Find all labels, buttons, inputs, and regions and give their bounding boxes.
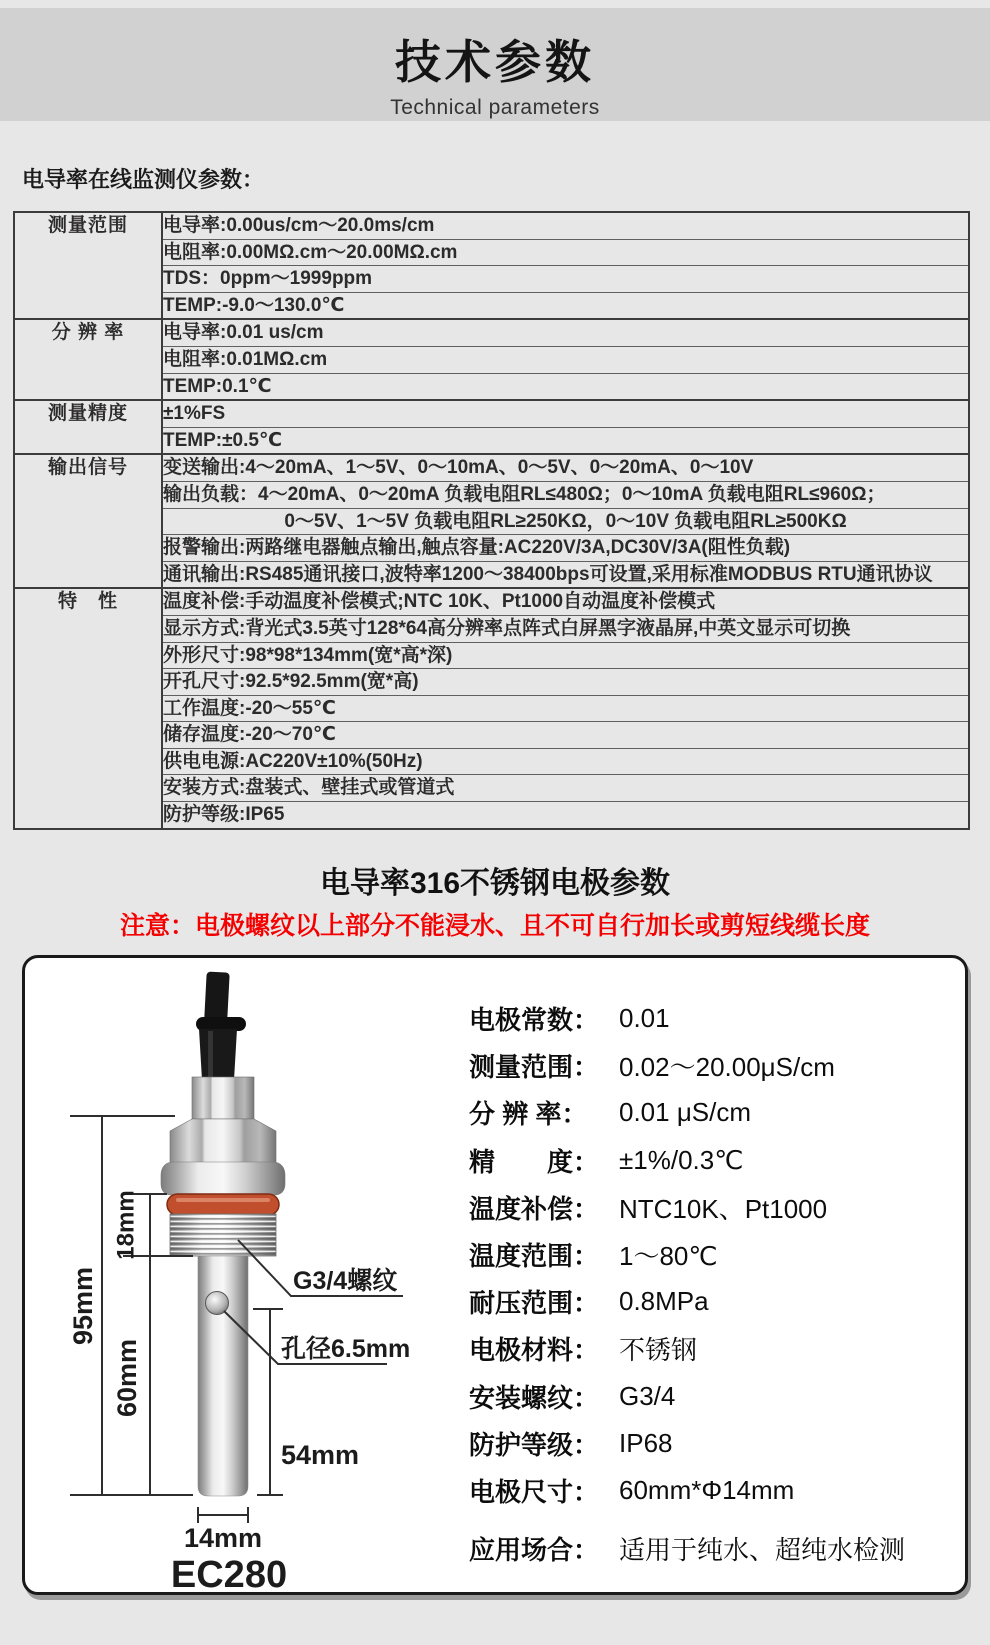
list-item [469,1042,961,1089]
spec-row: 电阻率:0.01MΩ.cm [162,346,969,373]
spec-category-label: 测量范围 [14,212,162,319]
hole-diameter-label: 孔径6.5mm [281,1335,411,1363]
spec-row: 温度补偿:手动温度补偿模式;NTC 10K、Pt1000自动温度补偿模式 [162,588,969,615]
spec-row: 电阻率:0.00MΩ.cm～20.00MΩ.cm [162,239,969,266]
spec-row: 报警输出:两路继电器触点输出,触点容量:AC220V/3A,DC30V/3A(阻性负载) [162,535,969,562]
spec-value: ±1%/0.3℃ [619,1144,744,1175]
list-item [469,1137,961,1184]
spec-row: TEMP:0.1℃ [162,373,969,400]
dim-overall-length: 95mm [68,1266,99,1346]
spec-category-label: 分 辨 率 [14,319,162,400]
monitor-params-label: 电导率在线监测仪参数： [22,167,265,192]
spec-table [13,211,970,830]
spec-category-label: 输出信号 [14,454,162,588]
spec-label: 电极常数： [469,1005,600,1036]
spec-label: 电极材料： [469,1335,600,1366]
electrode-flange [161,1162,285,1195]
spec-row: TEMP:-9.0～130.0℃ [162,292,969,319]
spec-label: 安装螺纹： [469,1382,600,1413]
spec-row: 供电电源:AC220V±10%(50Hz) [162,748,969,775]
electrode-spec-list [469,995,961,1572]
spec-label: 防护等级： [469,1429,600,1460]
dim-thread-section: 18mm [112,1190,140,1260]
spec-value: NTC10K、Pt1000 [619,1193,828,1224]
spec-label: 耐压范围： [469,1288,600,1319]
spec-value: G3/4 [619,1380,676,1411]
table-row [14,319,969,346]
spec-row: 显示方式:背光式3.5英寸128*64高分辨率点阵式白屏黑字液晶屏,中英文显示可切换 [162,615,969,642]
spec-label: 温度范围： [469,1241,600,1272]
spec-row: 电导率:0.00us/cm～20.0ms/cm [163,215,435,236]
warning-note: 注意：电极螺纹以上部分不能浸水、且不可自行加长或剪短线缆长度 [119,912,870,940]
electrode-card [22,955,968,1595]
spec-category-label: 测量精度 [14,400,162,454]
spec-category-label: 特 性 [14,588,162,828]
table-row [14,454,969,481]
header-band [0,8,990,121]
spec-value: IP68 [619,1427,673,1458]
dim-diameter: 14mm [183,1523,263,1553]
list-item [469,1325,961,1372]
spec-value: 0.02～20.00μS/cm [619,1052,835,1083]
page-title: 技术参数 [395,36,595,88]
electrode-diagram [25,958,455,1598]
spec-value: 60mm*Φ14mm [619,1474,795,1505]
spec-row: 通讯输出:RS485通讯接口,波特率1200～38400bps可设置,采用标准MODBUS RTU通讯协议 [162,561,969,588]
page-subtitle: Technical parameters [390,96,600,119]
list-item [469,1420,961,1467]
spec-value: 0.01 [619,1003,670,1034]
spec-row: ±1%FS [162,400,969,427]
table-row [14,588,969,615]
table-row [14,400,969,427]
spec-label: 温度补偿： [469,1193,600,1224]
list-item [469,1525,961,1572]
spec-row: 变送输出:4～20mA、1～5V、0～10mA、0～5V、0～20mA、0～10V [162,454,969,481]
dim-probe-length: 60mm [112,1338,143,1418]
spec-value: 0.8MPa [619,1286,709,1317]
spec-row: 防护等级:IP65 [162,802,969,829]
spec-row: 储存温度:-20～70℃ [162,722,969,749]
spec-row: 输出负载：4～20mA、0～20mA 负载电阻RL≤480Ω；0～10mA 负载电阻RL≤960Ω； [162,481,969,508]
dim-tip-length: 54mm [281,1440,360,1470]
electrode-section-title: 电导率316不锈钢电极参数 [319,867,671,900]
spec-row: 安装方式:盘装式、壁挂式或管道式 [162,775,969,802]
list-item [469,1373,961,1420]
spec-label: 电极尺寸： [469,1476,600,1507]
list-item [469,1467,961,1514]
spec-row: 电导率:0.01 us/cm [162,319,969,346]
list-item [469,1231,961,1278]
thread-type-label: G3/4螺纹 [293,1267,398,1295]
spec-value: 1～80℃ [619,1241,718,1272]
spec-value: 0.01 μS/cm [619,1097,752,1128]
table-row [14,212,969,239]
spec-row: 工作温度:-20～55℃ [162,695,969,722]
list-item [469,1278,961,1325]
spec-label: 分 辨 率： [469,1099,588,1130]
spec-value: 适用于纯水、超纯水检测 [619,1535,906,1566]
list-item [469,1184,961,1231]
spec-label: 精 度： [469,1146,600,1177]
spec-row: 0～5V、1～5V 负载电阻RL≥250KΩ，0～10V 负载电阻RL≥500KΩ [162,508,969,535]
electrode-threads [170,1214,276,1256]
electrode-probe [198,1256,248,1496]
list-item [469,1089,961,1136]
spec-label: 测量范围： [469,1052,600,1083]
spec-row: 外形尺寸:98*98*134mm(宽*高*深) [162,642,969,669]
electrode-cable [196,971,246,1080]
spec-value: 不锈钢 [619,1335,698,1366]
spec-row: TDS：0ppm～1999ppm [162,266,969,293]
list-item [469,995,961,1042]
spec-label: 应用场合： [469,1535,600,1566]
model-label: EC280 [170,1554,288,1596]
spec-row: 开孔尺寸:92.5*92.5mm(宽*高) [162,669,969,696]
electrode-hex-nut [170,1077,276,1163]
electrode-o-ring [167,1194,279,1215]
spec-row: TEMP:±0.5℃ [162,427,969,454]
